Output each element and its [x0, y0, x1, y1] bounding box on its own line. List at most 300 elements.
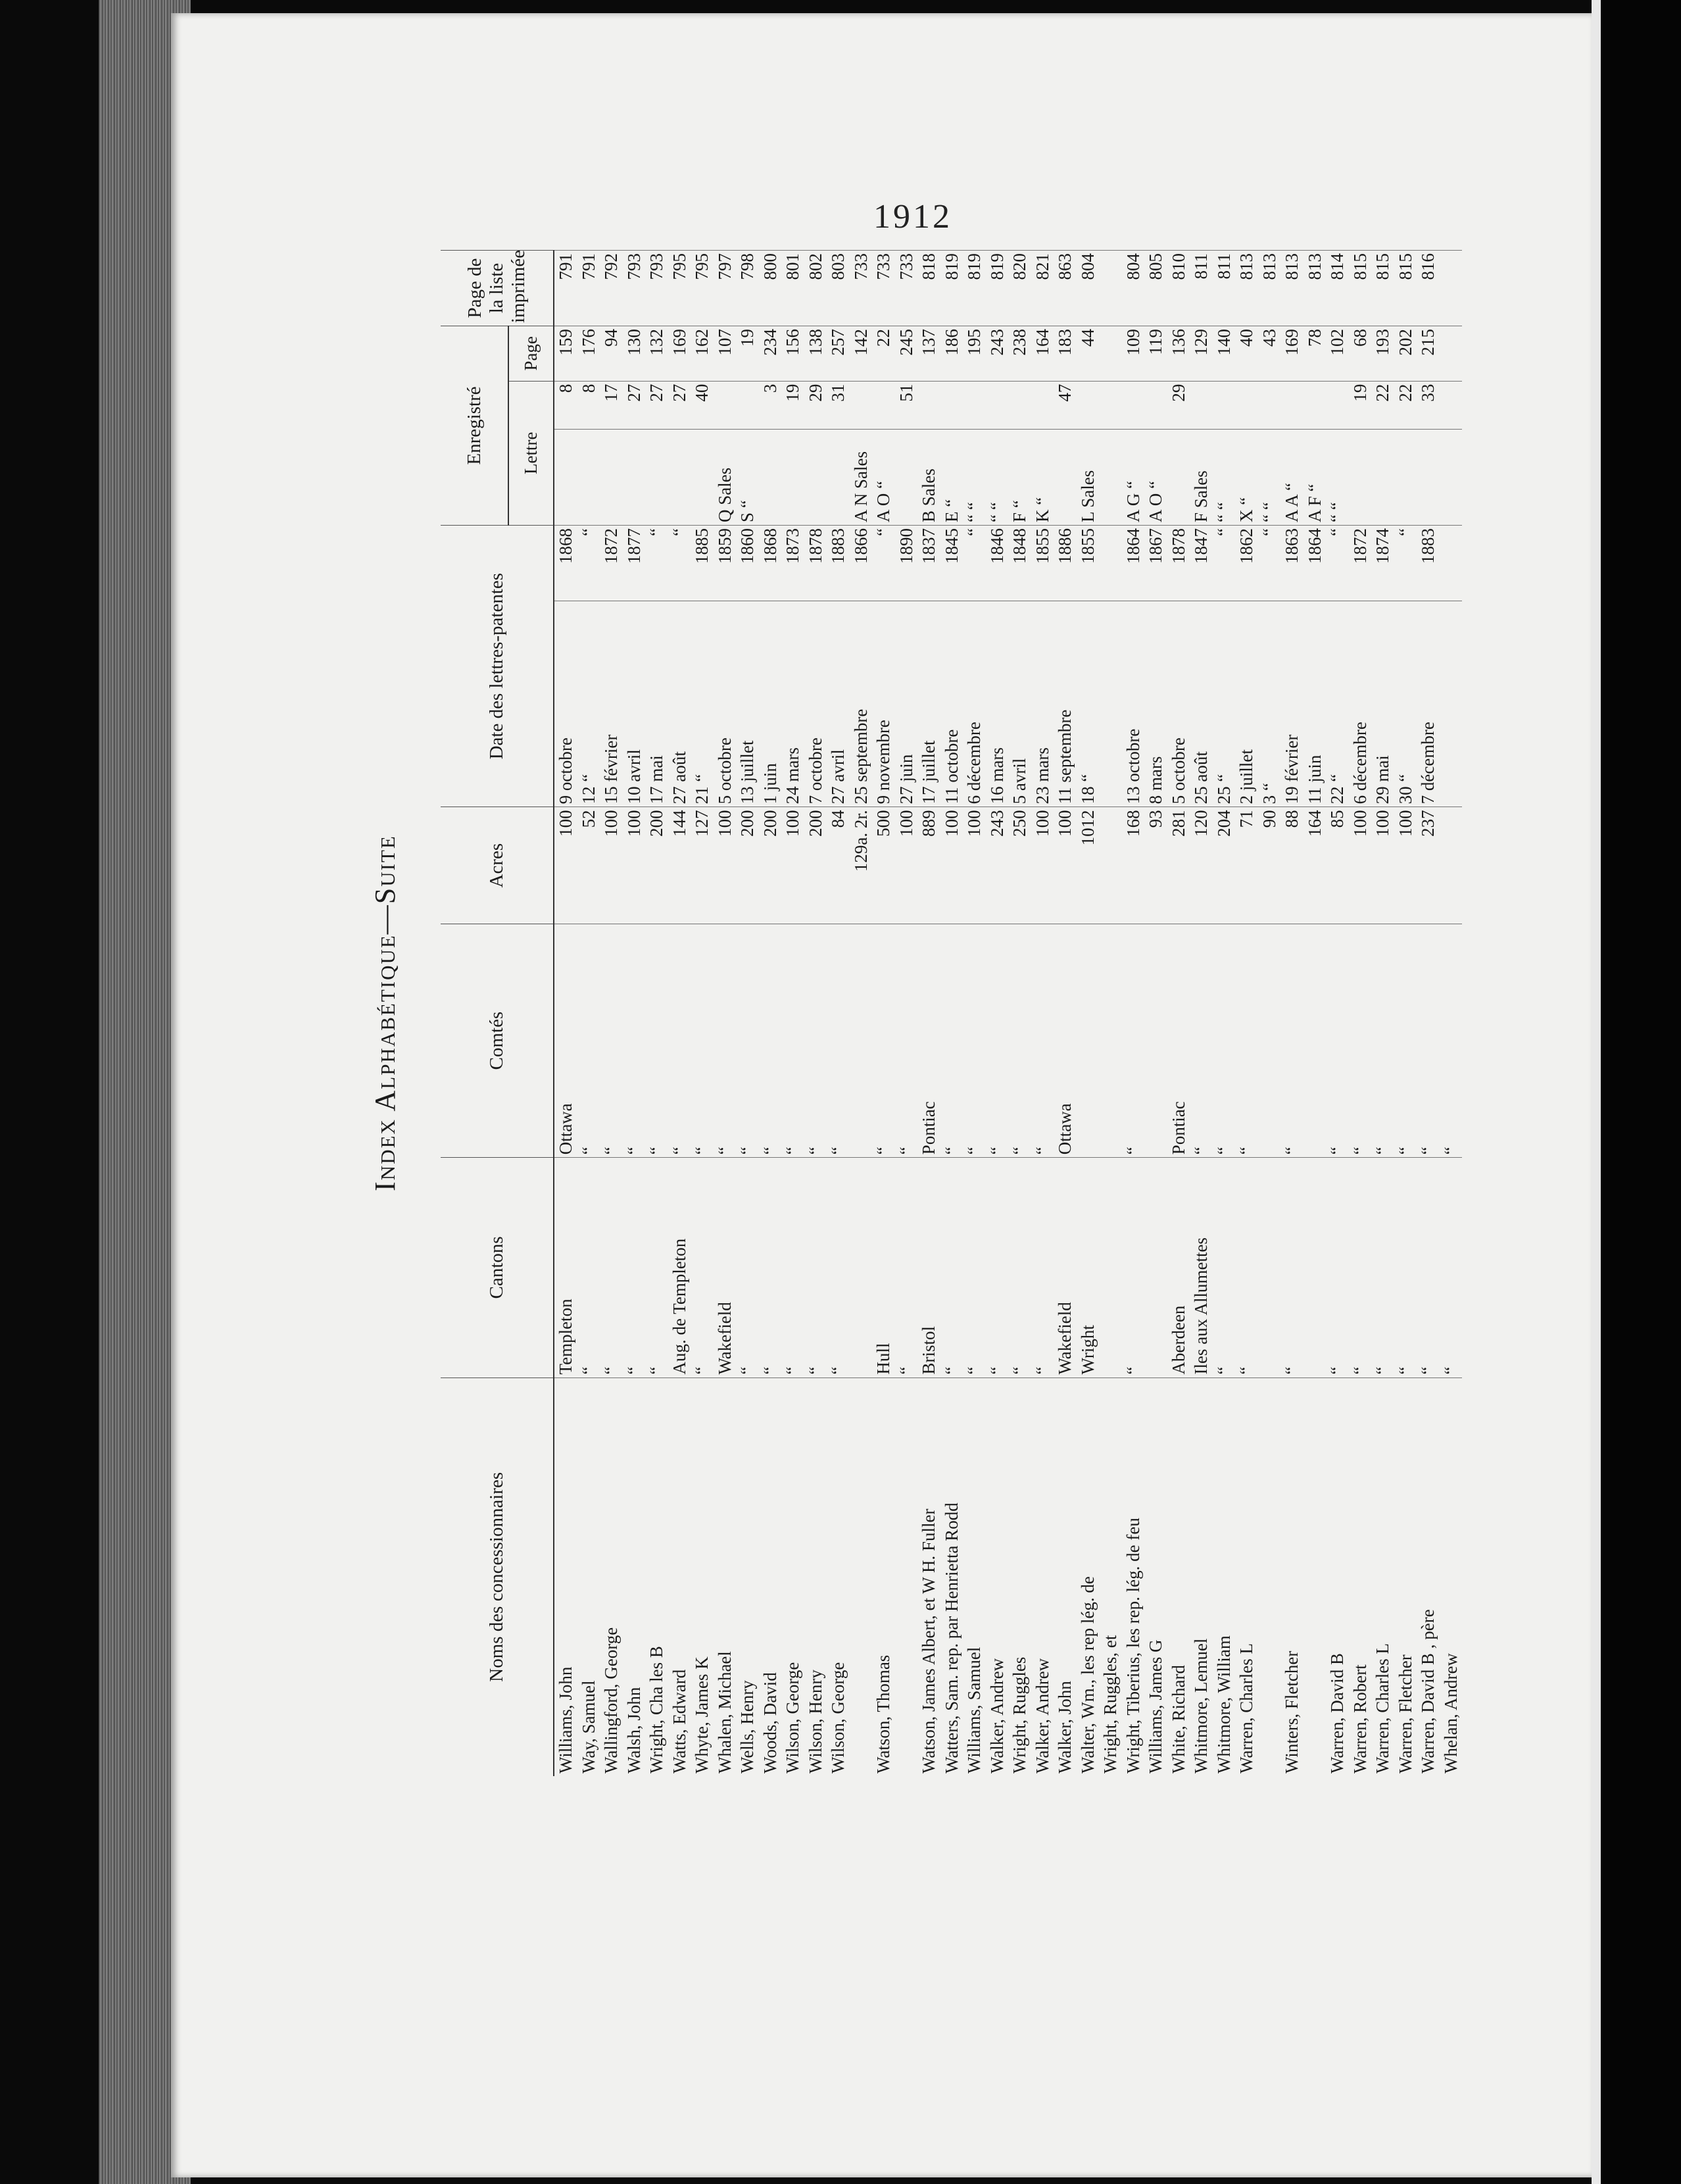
- cell-page-impr: 795: [691, 251, 714, 326]
- cell-lettre: “ “: [1213, 429, 1236, 525]
- cell-lettre-num: [1303, 381, 1327, 429]
- cell-lettre-num: [1031, 381, 1054, 429]
- cell-page-impr: 815: [1394, 251, 1417, 326]
- table-row: [1280, 251, 1303, 1777]
- cell-nom: Walter, Wm., les rep lég. de: [1077, 1377, 1100, 1776]
- cell-date: 10 avril: [623, 601, 646, 807]
- cell-nom: Wright, Ruggles: [1008, 1377, 1031, 1776]
- cell-lettre-num: [872, 381, 895, 429]
- cell-comte: “: [1190, 924, 1213, 1157]
- cell-nom: Walker, John: [1054, 1377, 1077, 1776]
- cell-comte: “: [600, 924, 623, 1157]
- cell-date: 5 avril: [1008, 601, 1031, 807]
- cell-page-impr: 805: [1144, 251, 1167, 326]
- cell-page: 142: [850, 326, 873, 382]
- cell-nom: Whelan, Andrew: [1440, 1377, 1463, 1776]
- cell-lettre-num: [940, 381, 963, 429]
- cell-page: 68: [1349, 326, 1372, 382]
- cell-date: 5 octobre: [714, 601, 737, 807]
- cell-nom: Williams, James G: [1144, 1377, 1167, 1776]
- cell-lettre: [1417, 429, 1440, 525]
- table-row: [1077, 251, 1100, 1777]
- table-row: [645, 251, 668, 1777]
- cell-canton: Aberdeen: [1167, 1158, 1190, 1377]
- cell-date: 17 juillet: [917, 601, 940, 807]
- table-row: [1303, 251, 1327, 1777]
- cell-lettre: [554, 429, 577, 525]
- cell-comte: [1303, 924, 1327, 1157]
- cell-annee: “: [1258, 525, 1281, 601]
- cell-page: 245: [895, 326, 918, 382]
- cell-nom: Wilson, Henry: [804, 1377, 827, 1776]
- cell-annee: 1867: [1144, 525, 1167, 601]
- cell-page-impr: 813: [1258, 251, 1281, 326]
- cell-lettre-num: [1280, 381, 1303, 429]
- cell-acres: 281: [1167, 807, 1190, 924]
- cell-lettre-num: 31: [827, 381, 850, 429]
- index-title: Index Alphabétique—Suite: [369, 835, 401, 1191]
- cell-lettre: [804, 429, 827, 525]
- table-row: [668, 251, 691, 1777]
- header-acres: Acres: [441, 807, 554, 924]
- table-row: [623, 251, 646, 1777]
- table-row: [1054, 251, 1077, 1777]
- cell-nom: Wells, Henry: [736, 1377, 759, 1776]
- cell-lettre: [1394, 429, 1417, 525]
- cell-page-impr: 803: [827, 251, 850, 326]
- cell-acres: 100: [1349, 807, 1372, 924]
- cell-page-impr: 863: [1054, 251, 1077, 326]
- table-row: [736, 251, 759, 1777]
- header-noms: Noms des concessionnaires: [441, 1377, 554, 1776]
- cell-annee: “: [668, 525, 691, 601]
- cell-canton: “: [895, 1158, 918, 1377]
- scan-right-border: [1592, 0, 1681, 2184]
- cell-date: 15 février: [600, 601, 623, 807]
- cell-comte: “: [940, 924, 963, 1157]
- cell-nom: Warren, Fletcher: [1394, 1377, 1417, 1776]
- table-row: [714, 251, 737, 1777]
- cell-annee: 1868: [759, 525, 782, 601]
- cell-annee: 1860: [736, 525, 759, 601]
- cell-page: 243: [986, 326, 1009, 382]
- cell-page-impr: 815: [1371, 251, 1394, 326]
- cell-annee: 1883: [1417, 525, 1440, 601]
- cell-comte: [1258, 924, 1281, 1157]
- cell-page: 257: [827, 326, 850, 382]
- cell-canton: “: [1280, 1158, 1303, 1377]
- cell-acres: 237: [1417, 807, 1440, 924]
- cell-annee: “: [872, 525, 895, 601]
- cell-lettre-num: 40: [691, 381, 714, 429]
- cell-nom: Watson, James Albert, et W H. Fuller: [917, 1377, 940, 1776]
- cell-annee: 1868: [554, 525, 577, 601]
- cell-lettre-num: 22: [1394, 381, 1417, 429]
- table-row: [940, 251, 963, 1777]
- cell-date: 8 mars: [1144, 601, 1167, 807]
- cell-nom: Warren, Charles L: [1235, 1377, 1258, 1776]
- cell-page: 132: [645, 326, 668, 382]
- cell-date: 23 mars: [1031, 601, 1054, 807]
- cell-canton: “: [1440, 1158, 1463, 1377]
- cell-page: 202: [1394, 326, 1417, 382]
- cell-lettre-num: 22: [1371, 381, 1394, 429]
- table-row: [917, 251, 940, 1777]
- cell-date: [1440, 601, 1463, 807]
- cell-canton: “: [1394, 1158, 1417, 1377]
- cell-lettre: [1167, 429, 1190, 525]
- cell-acres: 100: [895, 807, 918, 924]
- cell-canton: “: [1326, 1158, 1349, 1377]
- cell-acres: 100: [1394, 807, 1417, 924]
- cell-page-impr: 795: [668, 251, 691, 326]
- cell-date: 30 “: [1394, 601, 1417, 807]
- cell-acres: 71: [1235, 807, 1258, 924]
- cell-comte: “: [1122, 924, 1145, 1157]
- cell-date: 6 décembre: [1349, 601, 1372, 807]
- cell-acres: 100: [554, 807, 577, 924]
- cell-annee: 1872: [600, 525, 623, 601]
- cell-acres: 100: [781, 807, 804, 924]
- cell-canton: “: [645, 1158, 668, 1377]
- cell-page-impr: 804: [1122, 251, 1145, 326]
- cell-page: [1099, 326, 1122, 382]
- cell-comte: “: [1213, 924, 1236, 1157]
- cell-date: 27 août: [668, 601, 691, 807]
- cell-acres: 93: [1144, 807, 1167, 924]
- cell-lettre: [1054, 429, 1077, 525]
- cell-page-impr: 815: [1349, 251, 1372, 326]
- cell-page-impr: 819: [963, 251, 986, 326]
- cell-date: 25 septembre: [850, 601, 873, 807]
- cell-acres: 52: [577, 807, 600, 924]
- cell-canton: “: [1031, 1158, 1054, 1377]
- cell-page: 234: [759, 326, 782, 382]
- cell-acres: 129a. 2r.: [850, 807, 873, 924]
- cell-page-impr: 793: [645, 251, 668, 326]
- cell-lettre-num: [1326, 381, 1349, 429]
- table-row: [759, 251, 782, 1777]
- cell-nom: Walker, Andrew: [1031, 1377, 1054, 1776]
- cell-annee: “: [1326, 525, 1349, 601]
- cell-annee: 1862: [1235, 525, 1258, 601]
- cell-lettre-num: [1258, 381, 1281, 429]
- cell-date: 27 avril: [827, 601, 850, 807]
- table-row: [1099, 251, 1122, 1777]
- cell-comte: [1077, 924, 1100, 1157]
- cell-lettre-num: 29: [804, 381, 827, 429]
- cell-comte: Pontiac: [1167, 924, 1190, 1157]
- cell-annee: 1855: [1031, 525, 1054, 601]
- cell-annee: 1878: [1167, 525, 1190, 601]
- table-row: [781, 251, 804, 1777]
- cell-page-impr: 813: [1303, 251, 1327, 326]
- cell-comte: “: [1440, 924, 1463, 1157]
- cell-comte: “: [872, 924, 895, 1157]
- cell-date: 6 décembre: [963, 601, 986, 807]
- cell-lettre: A A “: [1280, 429, 1303, 525]
- cell-acres: 127: [691, 807, 714, 924]
- cell-comte: “: [895, 924, 918, 1157]
- cell-acres: 889: [917, 807, 940, 924]
- cell-acres: 88: [1280, 807, 1303, 924]
- cell-annee: 1886: [1054, 525, 1077, 601]
- table-row: [600, 251, 623, 1777]
- cell-nom: Way, Samuel: [577, 1377, 600, 1776]
- cell-nom: Woods, David: [759, 1377, 782, 1776]
- cell-lettre-num: [1235, 381, 1258, 429]
- cell-lettre: [577, 429, 600, 525]
- cell-nom: Watts, Edward: [668, 1377, 691, 1776]
- cell-lettre-num: [714, 381, 737, 429]
- cell-date: 5 octobre: [1167, 601, 1190, 807]
- cell-nom: Wright, Cha les B: [645, 1377, 668, 1776]
- index-rows: [554, 251, 1462, 1777]
- cell-page-impr: 810: [1167, 251, 1190, 326]
- cell-page-impr: 811: [1213, 251, 1236, 326]
- cell-page-impr: 800: [759, 251, 782, 326]
- cell-acres: 500: [872, 807, 895, 924]
- cell-lettre: [1440, 429, 1463, 525]
- cell-lettre-num: 8: [577, 381, 600, 429]
- cell-lettre-num: 47: [1054, 381, 1077, 429]
- cell-page: 159: [554, 326, 577, 382]
- cell-annee: 1846: [986, 525, 1009, 601]
- cell-annee: 1874: [1371, 525, 1394, 601]
- cell-page-impr: 814: [1326, 251, 1349, 326]
- cell-annee: “: [1213, 525, 1236, 601]
- cell-lettre: [645, 429, 668, 525]
- cell-nom: Whyte, James K: [691, 1377, 714, 1776]
- cell-lettre-num: [1144, 381, 1167, 429]
- cell-page: 215: [1417, 326, 1440, 382]
- cell-date: 7 décembre: [1417, 601, 1440, 807]
- cell-lettre: A G “: [1122, 429, 1145, 525]
- cell-date: 27 juin: [895, 601, 918, 807]
- cell-annee: “: [963, 525, 986, 601]
- cell-lettre: A O “: [872, 429, 895, 525]
- table-row: [1394, 251, 1417, 1777]
- cell-page: 186: [940, 326, 963, 382]
- cell-comte: “: [1280, 924, 1303, 1157]
- table-row: [554, 251, 577, 1777]
- cell-lettre: K “: [1031, 429, 1054, 525]
- cell-nom: Warren, David B: [1326, 1377, 1349, 1776]
- cell-lettre: [668, 429, 691, 525]
- cell-acres: 164: [1303, 807, 1327, 924]
- cell-canton: “: [600, 1158, 623, 1377]
- cell-comte: [850, 924, 873, 1157]
- cell-acres: 100: [600, 807, 623, 924]
- cell-lettre-num: 3: [759, 381, 782, 429]
- cell-comte: Pontiac: [917, 924, 940, 1157]
- cell-canton: [1303, 1158, 1327, 1377]
- cell-page: 195: [963, 326, 986, 382]
- cell-comte: “: [759, 924, 782, 1157]
- cell-page: 193: [1371, 326, 1394, 382]
- cell-annee: 1866: [850, 525, 873, 601]
- cell-acres: [1099, 807, 1122, 924]
- cell-comte: “: [986, 924, 1009, 1157]
- cell-acres: 168: [1122, 807, 1145, 924]
- cell-canton: “: [577, 1158, 600, 1377]
- cell-page-impr: [1440, 251, 1463, 326]
- cell-acres: 144: [668, 807, 691, 924]
- cell-page: 102: [1326, 326, 1349, 382]
- cell-nom: Walker, Andrew: [986, 1377, 1009, 1776]
- cell-acres: 90: [1258, 807, 1281, 924]
- cell-page-impr: [1099, 251, 1122, 326]
- cell-page: [1440, 326, 1463, 382]
- cell-canton: Wakefield: [714, 1158, 737, 1377]
- table-row: [986, 251, 1009, 1777]
- cell-comte: “: [691, 924, 714, 1157]
- cell-annee: 1845: [940, 525, 963, 601]
- cell-acres: 100: [1054, 807, 1077, 924]
- cell-lettre: [1349, 429, 1372, 525]
- cell-date: [1099, 601, 1122, 807]
- cell-nom: Wright, Tiberius, les rep. lég. de feu: [1122, 1377, 1145, 1776]
- cell-nom: Watters, Sam. rep. par Henrietta Rodd: [940, 1377, 963, 1776]
- cell-comte: Ottawa: [1054, 924, 1077, 1157]
- table-row: [850, 251, 873, 1777]
- cell-page-impr: 821: [1031, 251, 1054, 326]
- cell-canton: Hull: [872, 1158, 895, 1377]
- cell-page: 138: [804, 326, 827, 382]
- cell-lettre-num: 27: [645, 381, 668, 429]
- cell-annee: 1863: [1280, 525, 1303, 601]
- cell-acres: 200: [804, 807, 827, 924]
- cell-page: 129: [1190, 326, 1213, 382]
- cell-canton: “: [963, 1158, 986, 1377]
- cell-acres: 100: [623, 807, 646, 924]
- table-row: [1122, 251, 1145, 1777]
- cell-lettre-num: [963, 381, 986, 429]
- cell-page: 169: [668, 326, 691, 382]
- cell-annee: 1885: [691, 525, 714, 601]
- cell-canton: [850, 1158, 873, 1377]
- cell-annee: “: [1394, 525, 1417, 601]
- cell-lettre-num: [850, 381, 873, 429]
- cell-page: 94: [600, 326, 623, 382]
- cell-acres: 200: [759, 807, 782, 924]
- cell-comte: “: [668, 924, 691, 1157]
- cell-annee: “: [577, 525, 600, 601]
- cell-date: 11 octobre: [940, 601, 963, 807]
- cell-annee: 1848: [1008, 525, 1031, 601]
- cell-lettre-num: [917, 381, 940, 429]
- cell-nom: White, Richard: [1167, 1377, 1190, 1776]
- cell-page-impr: 733: [850, 251, 873, 326]
- table-row: [1326, 251, 1349, 1777]
- cell-lettre: [1099, 429, 1122, 525]
- cell-canton: “: [759, 1158, 782, 1377]
- cell-date: 19 février: [1280, 601, 1303, 807]
- cell-page-impr: 811: [1190, 251, 1213, 326]
- index-table: [441, 250, 1462, 1776]
- header-comtes: Comtés: [441, 924, 554, 1157]
- cell-canton: “: [1235, 1158, 1258, 1377]
- cell-page-impr: 733: [872, 251, 895, 326]
- cell-canton: “: [804, 1158, 827, 1377]
- cell-nom: Warren, David B , père: [1417, 1377, 1440, 1776]
- cell-page-impr: 793: [623, 251, 646, 326]
- header-date: Date des lettres-patentes: [441, 525, 554, 807]
- cell-acres: 100: [1031, 807, 1054, 924]
- cell-page: 169: [1280, 326, 1303, 382]
- cell-annee: 1878: [804, 525, 827, 601]
- cell-annee: 1864: [1122, 525, 1145, 601]
- cell-page: 183: [1054, 326, 1077, 382]
- cell-annee: 1873: [781, 525, 804, 601]
- table-row: [1031, 251, 1054, 1777]
- cell-lettre-num: 27: [623, 381, 646, 429]
- cell-nom: Winters, Fletcher: [1280, 1377, 1303, 1776]
- cell-comte: “: [827, 924, 850, 1157]
- cell-page: 22: [872, 326, 895, 382]
- cell-date: 1 juin: [759, 601, 782, 807]
- cell-page-impr: 813: [1235, 251, 1258, 326]
- cell-page: 136: [1167, 326, 1190, 382]
- cell-date: 11 septembre: [1054, 601, 1077, 807]
- cell-page: 176: [577, 326, 600, 382]
- cell-canton: “: [691, 1158, 714, 1377]
- cell-date: 13 juillet: [736, 601, 759, 807]
- cell-lettre-num: [736, 381, 759, 429]
- cell-comte: “: [623, 924, 646, 1157]
- cell-acres: 204: [1213, 807, 1236, 924]
- cell-date: 24 mars: [781, 601, 804, 807]
- cell-canton: Templeton: [554, 1158, 577, 1377]
- cell-date: 9 octobre: [554, 601, 577, 807]
- cell-acres: [1440, 807, 1463, 924]
- cell-page-impr: 792: [600, 251, 623, 326]
- cell-canton: Iles aux Allumettes: [1190, 1158, 1213, 1377]
- cell-page: 130: [623, 326, 646, 382]
- cell-comte: Ottawa: [554, 924, 577, 1157]
- cell-canton: “: [736, 1158, 759, 1377]
- cell-canton: “: [623, 1158, 646, 1377]
- cell-comte: “: [1031, 924, 1054, 1157]
- table-row: [1258, 251, 1281, 1777]
- cell-lettre: F Sales: [1190, 429, 1213, 525]
- cell-lettre: F “: [1008, 429, 1031, 525]
- header-lettre: Lettre: [508, 381, 554, 525]
- cell-date: 25 août: [1190, 601, 1213, 807]
- cell-annee: 1855: [1077, 525, 1100, 601]
- cell-page: 78: [1303, 326, 1327, 382]
- cell-nom: Whitmore, Lemuel: [1190, 1377, 1213, 1776]
- cell-page: 164: [1031, 326, 1054, 382]
- cell-lettre: [781, 429, 804, 525]
- cell-lettre-num: [1213, 381, 1236, 429]
- cell-page: 107: [714, 326, 737, 382]
- cell-lettre-num: [1122, 381, 1145, 429]
- cell-date: 25 “: [1213, 601, 1236, 807]
- cell-acres: 120: [1190, 807, 1213, 924]
- cell-lettre-num: 27: [668, 381, 691, 429]
- cell-page-impr: 791: [554, 251, 577, 326]
- cell-comte: “: [1326, 924, 1349, 1157]
- cell-nom: [1258, 1377, 1281, 1776]
- cell-page: 119: [1144, 326, 1167, 382]
- table-row: [895, 251, 918, 1777]
- cell-lettre: [623, 429, 646, 525]
- cell-acres: 84: [827, 807, 850, 924]
- cell-nom: Warren, Charles L: [1371, 1377, 1394, 1776]
- cell-date: 29 mai: [1371, 601, 1394, 807]
- cell-page-impr: 816: [1417, 251, 1440, 326]
